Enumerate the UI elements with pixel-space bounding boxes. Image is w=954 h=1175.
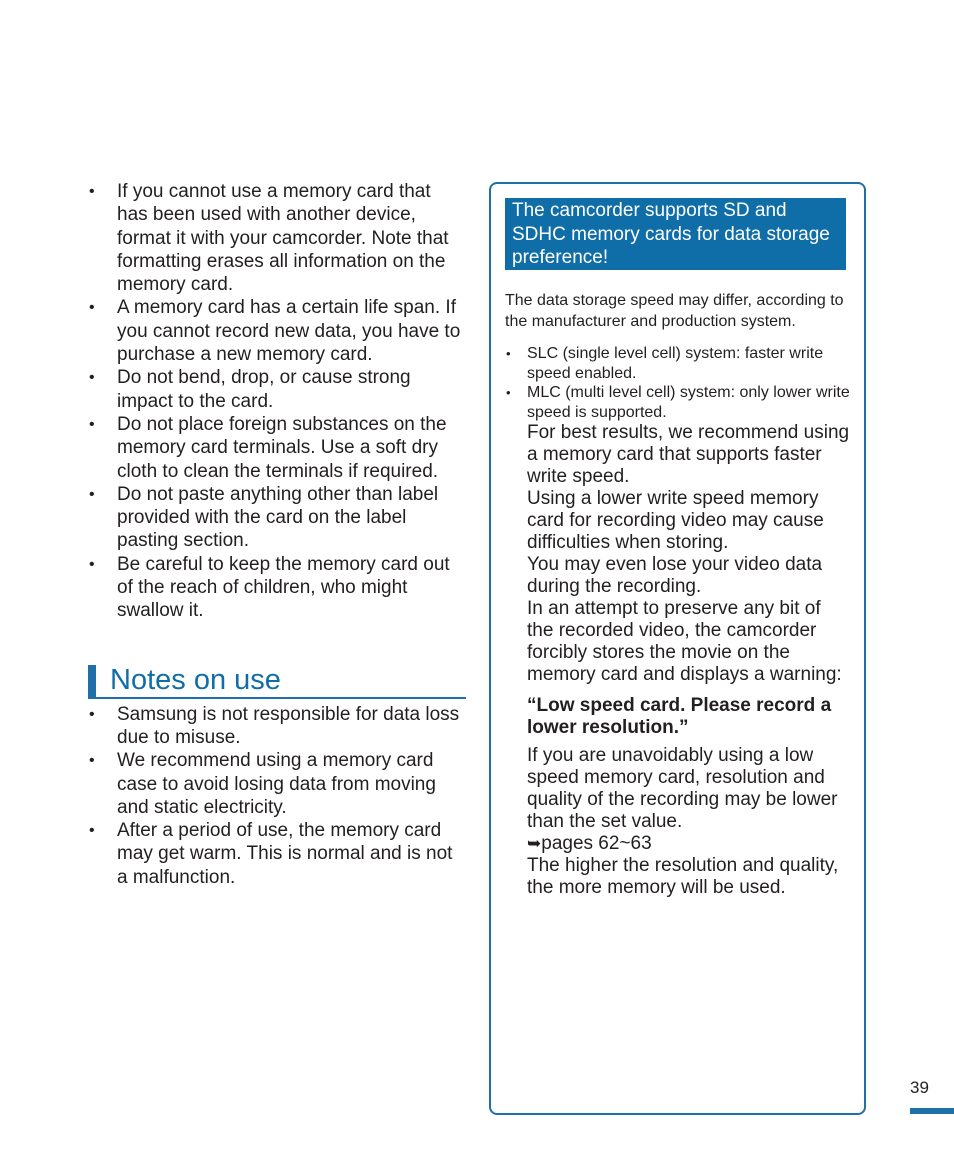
page-number: 39 <box>910 1078 929 1097</box>
panel-paragraph: For best results, we recommend using a memory card that supports faster write speed. <box>527 422 850 487</box>
panel-body <box>505 290 850 899</box>
list-item: • Do not bend, drop, or cause strong impact to the card. <box>88 366 466 413</box>
list-item: • After a period of use, the memory card may get warm. This is normal and is not a malfunction. <box>88 819 466 889</box>
panel-paragraph: The higher the resolution and quality, the more memory will be used. <box>527 855 839 898</box>
cell-system-list <box>505 344 850 422</box>
list-item: • SLC (single level cell) system: faster write speed enabled. <box>505 344 850 383</box>
list-item: • MLC (multi level cell) system: only lower write speed is supported. <box>505 383 850 422</box>
list-item: • Be careful to keep the memory card out of the reach of children, who might swallow it. <box>88 553 466 623</box>
page-reference <box>505 833 850 855</box>
notes-on-use-heading <box>88 665 466 699</box>
heading-accent-bar <box>88 665 96 697</box>
list-item: • We recommend using a memory card case to avoid losing data from moving and static electricity. <box>88 749 466 819</box>
list-item: • If you cannot use a memory card that has been used with another device, format it with your camcorder. Note that formatting erases all information on the memory card. <box>88 180 466 296</box>
list-item: • Samsung is not responsible for data loss due to misuse. <box>88 703 466 750</box>
panel-title: The camcorder supports SD and SDHC memory cards for data storage preference! <box>505 198 846 270</box>
page-reference-text: pages 62~63 <box>541 833 652 854</box>
page-reference-arrow-icon: ➥ <box>527 834 542 853</box>
section-title: Notes on use <box>110 663 281 696</box>
panel-intro: The data storage speed may differ, according to the manufacturer and production system. <box>505 292 844 330</box>
list-item: • Do not place foreign substances on the memory card terminals. Use a soft dry cloth to clean the terminals if required. <box>88 413 466 483</box>
panel-paragraph: You may even lose your video data during the recording. <box>527 554 823 597</box>
low-speed-warning-message: “Low speed card. Please record a lower resolution.” <box>527 695 832 738</box>
list-item: • Do not paste anything other than label provided with the card on the label pasting section. <box>88 483 466 553</box>
panel-paragraph: In an attempt to preserve any bit of the recorded video, the camcorder forcibly stores the movie on the memory card and displays a warning: <box>527 598 842 685</box>
panel-paragraph: If you are unavoidably using a low speed memory card, resolution and quality of the recording may be lower than the set value. <box>527 745 838 832</box>
memory-card-caution-list <box>88 180 466 623</box>
list-item: • A memory card has a certain life span. If you cannot record new data, you have to purchase a new memory card. <box>88 296 466 366</box>
panel-paragraph: Using a lower write speed memory card for recording video may cause difficulties when storing. <box>527 488 824 553</box>
page-number-accent-bar <box>910 1108 954 1114</box>
sd-sdhc-info-panel <box>489 182 866 1115</box>
left-column <box>88 180 466 889</box>
notes-list <box>88 703 466 889</box>
